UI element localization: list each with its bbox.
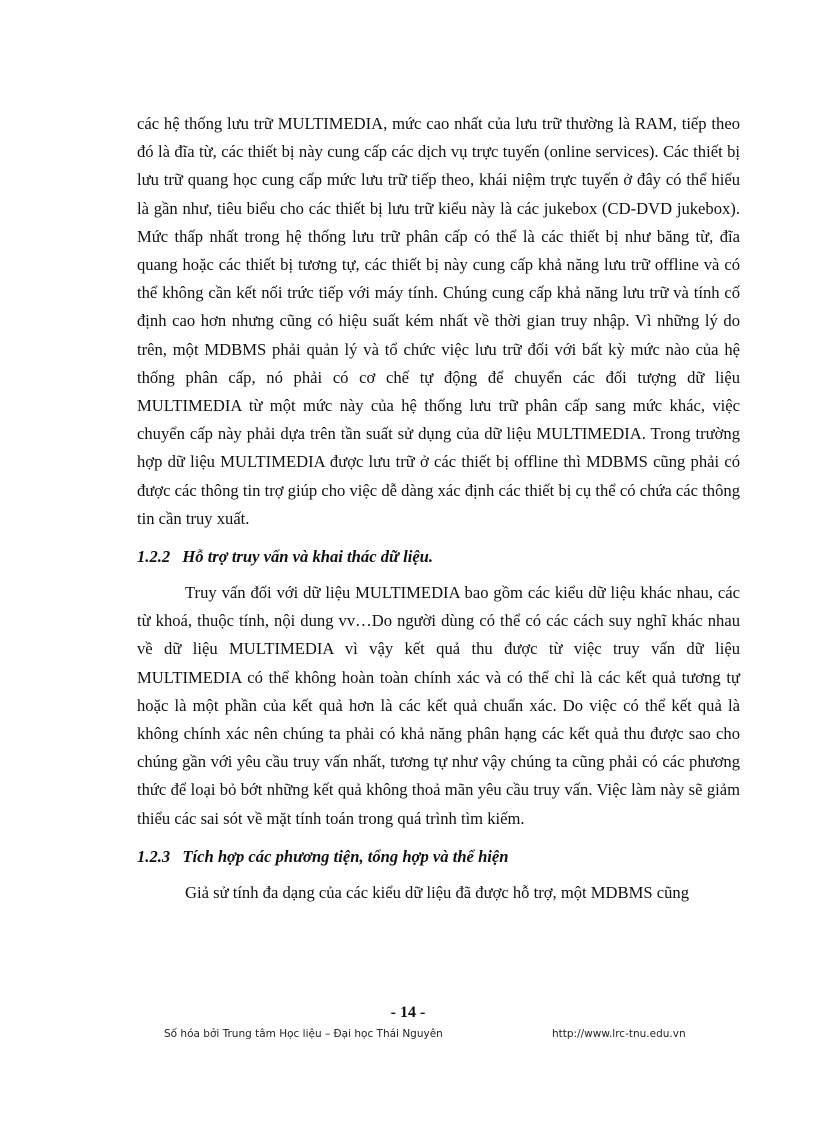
footer-credit: Số hóa bởi Trung tâm Học liệu – Đại học Thái Nguyên — [164, 1028, 443, 1040]
section-number: 1.2.3 — [137, 846, 171, 866]
section-heading-1-2-2 — [137, 543, 740, 571]
document-body — [137, 110, 740, 907]
section-heading-1-2-3 — [137, 843, 740, 871]
body-paragraph: Giả sử tính đa dạng của các kiểu dữ liệu đã được hỗ trợ, một MDBMS cũng — [185, 882, 689, 902]
footer-url: http://www.lrc-tnu.edu.vn — [552, 1028, 686, 1040]
body-paragraph: các hệ thống lưu trữ MULTIMEDIA, mức cao nhất của lưu trữ thường là RAM, tiếp theo đó là đĩa từ, các thiết bị này cung cấp các dịch vụ trực tuyến (online services). Các thiết bị lưu trữ quang học cung cấp mức lưu trữ tiếp theo, khái niệm trực tuyến ở đây có thể hiểu là gần như, tiêu biểu cho các thiết bị lưu trữ kiểu này là các jukebox (CD-DVD jukebox). Mức thấp nhất trong hệ thống lưu trữ phân cấp có thể là các thiết bị như băng từ, đĩa quang hoặc các thiết bị tương tự, các thiết bị này cung cấp khả năng lưu trữ offline và có thể không cần kết nối trức tiếp với máy tính. Chúng cung cấp khả năng lưu trữ và tính cố định cao hơn nhưng cũng có hiệu suất kém nhất về thời gian truy nhập. Vì những lý do trên, một MDBMS phải quản lý và tổ chức việc lưu trữ đối với bất kỳ mức nào của hệ thống phân cấp, nó phải có cơ chế tự động để chuyển các đối tượng dữ liệu MULTIMEDIA từ một mức này của hệ thống lưu trữ phân cấp sang mức khác, việc chuyển cấp này phải dựa trên tần suất sử dụng của dữ liệu MULTIMEDIA. Trong trường hợp dữ liệu MULTIMEDIA được lưu trữ ở các thiết bị offline thì MDBMS cũng phải có được các thông tin trợ giúp cho việc dễ dàng xác định các thiết bị cụ thể có chứa các thông tin cần truy xuất. — [137, 114, 740, 528]
section-title: Hỗ trợ truy vấn và khai thác dữ liệu. — [182, 547, 434, 567]
body-paragraph: Truy vấn đối với dữ liệu MULTIMEDIA bao gồm các kiểu dữ liệu khác nhau, các từ khoá, thuộc tính, nội dung vv…Do người dùng có thể có các cách suy nghĩ khác nhau về dữ liệu MULTIMEDIA vì vậy kết quả thu được từ việc truy vấn dữ liệu MULTIMEDIA có thể không hoàn toàn chính xác và có thể chỉ là các kết quả tương tự hoặc là một phần của kết quả hơn là các kết quả chuẩn xác. Do việc có thể kết quả là không chính xác nên chúng ta phải có khả năng phân hạng các kết quả thu được sao cho chúng gần với yêu cầu truy vấn nhất, tương tự như vậy chúng ta cũng phải có các phương thức để loại bỏ bớt những kết quả không thoả mãn yêu cầu truy vấn. Việc làm này sẽ giảm thiểu các sai sót về mặt tính toán trong quá trình tìm kiếm. — [137, 583, 740, 828]
section-title: Tích hợp các phương tiện, tổng hợp và thể hiện — [182, 846, 509, 866]
section-number: 1.2.2 — [137, 547, 171, 567]
page-number: - 14 - — [390, 1004, 426, 1021]
